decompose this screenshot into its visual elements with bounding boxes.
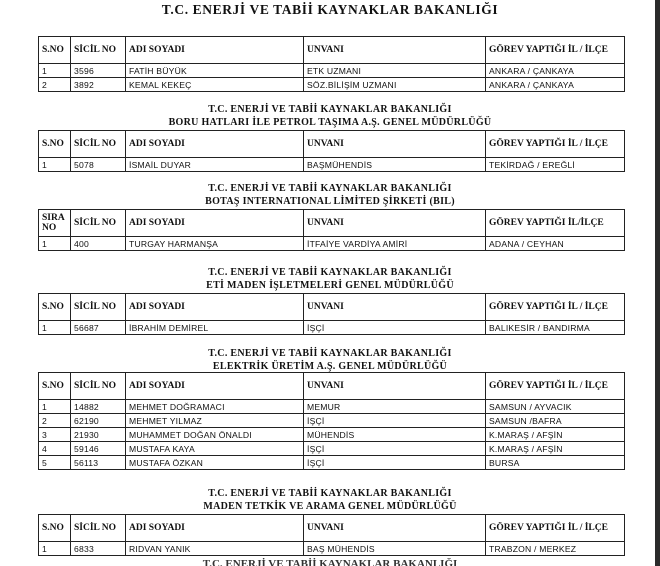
personnel-table [38,514,625,556]
header-sno: S.NO [39,515,71,542]
section-organization-title: ETİ MADEN İŞLETMELERİ GENEL MÜDÜRLÜĞÜ [206,280,454,291]
section-organization-title: BOTAŞ INTERNATIONAL LİMİTED ŞİRKETİ (BIL) [205,196,455,207]
table-row [39,400,625,414]
table-row [39,442,625,456]
cell-location: BALIKESİR / BANDIRMA [486,321,625,335]
cell-name: MUSTAFA KAYA [126,442,304,456]
cell-sicil-no: 3892 [71,78,126,92]
cell-sno: 1 [39,542,71,556]
cell-name: MUSTAFA ÖZKAN [126,456,304,470]
section-organization-title: MADEN TETKİK VE ARAMA GENEL MÜDÜRLÜĞÜ [203,501,457,512]
cell-location: ADANA / CEYHAN [486,237,625,251]
cell-sicil-no: 56687 [71,321,126,335]
header-location: GÖREV YAPTIĞI İL / İLÇE [486,515,625,542]
cell-sno: 1 [39,237,71,251]
cell-sno: 5 [39,456,71,470]
header-location: GÖREV YAPTIĞI İL / İLÇE [486,37,625,64]
cell-sicil-no: 21930 [71,428,126,442]
section-ministry-title: T.C. ENERJİ VE TABİİ KAYNAKLAR BAKANLIĞI [208,488,452,499]
header-sicil-no: SİCİL NO [71,515,126,542]
header-sno: S.NO [39,131,71,158]
page-edge-shadow [655,0,660,566]
cell-title: BAŞMÜHENDİS [304,158,486,172]
table-header-row [39,131,625,158]
cell-title: İŞÇİ [304,321,486,335]
cell-location: ANKARA / ÇANKAYA [486,64,625,78]
cell-title: SÖZ.BİLİŞİM UZMANI [304,78,486,92]
cell-title: ETK UZMANI [304,64,486,78]
personnel-table [38,372,625,470]
cell-name: İBRAHİM DEMİREL [126,321,304,335]
header-sicil-no: SİCİL NO [71,131,126,158]
cell-title: MÜHENDİS [304,428,486,442]
cell-sno: 1 [39,321,71,335]
section-ministry-title: T.C. ENERJİ VE TABİİ KAYNAKLAR BAKANLIĞI [208,267,452,278]
header-title: UNVANI [304,515,486,542]
table-header-row [39,373,625,400]
section-ministry-title: T.C. ENERJİ VE TABİİ KAYNAKLAR BAKANLIĞI [208,183,452,194]
cell-title: İŞÇİ [304,442,486,456]
cell-sno: 2 [39,78,71,92]
cell-location: TEKİRDAĞ / EREĞLİ [486,158,625,172]
header-name: ADI SOYADI [126,37,304,64]
page-title: T.C. ENERJİ VE TABİİ KAYNAKLAR BAKANLIĞI [161,2,499,17]
header-title: UNVANI [304,131,486,158]
section-ministry-title: T.C. ENERJİ VE TABİİ KAYNAKLAR BAKANLIĞI [208,348,452,359]
personnel-table [38,293,625,335]
cell-location: K.MARAŞ / AFŞİN [486,428,625,442]
cut-off-section-title: T.C. ENERJİ VE TABİİ KAYNAKLAR BAKANLIĞI [202,558,458,566]
cell-title: İŞÇİ [304,414,486,428]
cell-sno: 3 [39,428,71,442]
cell-name: TURGAY HARMANŞA [126,237,304,251]
cell-name: RIDVAN YANIK [126,542,304,556]
cell-sicil-no: 14882 [71,400,126,414]
cell-title: BAŞ MÜHENDİS [304,542,486,556]
table-row [39,158,625,172]
header-location: GÖREV YAPTIĞI İL / İLÇE [486,294,625,321]
table-row [39,428,625,442]
cell-sno: 2 [39,414,71,428]
header-sicil-no: SİCİL NO [71,373,126,400]
cell-location: ANKARA / ÇANKAYA [486,78,625,92]
header-title: UNVANI [304,210,486,237]
header-name: ADI SOYADI [126,373,304,400]
cell-name: KEMAL KEKEÇ [126,78,304,92]
header-sicil-no: SİCİL NO [71,294,126,321]
header-location: GÖREV YAPTIĞI İL / İLÇE [486,373,625,400]
cell-name: MEHMET YILMAZ [126,414,304,428]
table-header-row [39,294,625,321]
section-organization-title: BORU HATLARI İLE PETROL TAŞIMA A.Ş. GENEL MÜDÜRLÜĞÜ [168,117,492,128]
header-title: UNVANI [304,373,486,400]
cell-sicil-no: 3596 [71,64,126,78]
cell-sno: 1 [39,158,71,172]
cell-sno: 1 [39,64,71,78]
cell-sicil-no: 400 [71,237,126,251]
table-row [39,321,625,335]
table-row [39,237,625,251]
header-sno: S.NO [39,294,71,321]
cell-location: BURSA [486,456,625,470]
table-row [39,64,625,78]
table-header-row [39,515,625,542]
cell-location: TRABZON / MERKEZ [486,542,625,556]
cell-sicil-no: 59146 [71,442,126,456]
cell-sicil-no: 62190 [71,414,126,428]
table-header-row [39,37,625,64]
cell-title: İŞÇİ [304,456,486,470]
cell-location: K.MARAŞ / AFŞİN [486,442,625,456]
header-name: ADI SOYADI [126,131,304,158]
header-sno: SIRA NO [39,210,71,237]
header-title: UNVANI [304,37,486,64]
cell-title: İTFAİYE VARDİYA AMİRİ [304,237,486,251]
table-row [39,78,625,92]
header-name: ADI SOYADI [126,294,304,321]
header-sicil-no: SİCİL NO [71,210,126,237]
cell-title: MEMUR [304,400,486,414]
section-ministry-title: T.C. ENERJİ VE TABİİ KAYNAKLAR BAKANLIĞI [208,104,452,115]
cell-name: MEHMET DOĞRAMACI [126,400,304,414]
header-name: ADI SOYADI [126,210,304,237]
section-organization-title: ELEKTRİK ÜRETİM A.Ş. GENEL MÜDÜRLÜĞÜ [212,361,448,372]
table-row [39,414,625,428]
cell-location: SAMSUN / AYVACIK [486,400,625,414]
header-location: GÖREV YAPTIĞI İL / İLÇE [486,131,625,158]
cell-name: FATİH BÜYÜK [126,64,304,78]
cell-name: MUHAMMET DOĞAN ÖNALDI [126,428,304,442]
cell-sno: 4 [39,442,71,456]
header-sicil-no: SİCİL NO [71,37,126,64]
header-sno: S.NO [39,37,71,64]
header-location: GÖREV YAPTIĞI İL/İLÇE [486,210,625,237]
cell-sicil-no: 56113 [71,456,126,470]
cell-sno: 1 [39,400,71,414]
personnel-table [38,130,625,172]
header-title: UNVANI [304,294,486,321]
header-name: ADI SOYADI [126,515,304,542]
table-row [39,456,625,470]
table-header-row [39,210,625,237]
personnel-table [38,209,625,251]
header-sno: S.NO [39,373,71,400]
cell-sicil-no: 6833 [71,542,126,556]
table-row [39,542,625,556]
cell-location: SAMSUN /BAFRA [486,414,625,428]
cell-name: İSMAİL DUYAR [126,158,304,172]
cell-sicil-no: 5078 [71,158,126,172]
personnel-table [38,36,625,92]
